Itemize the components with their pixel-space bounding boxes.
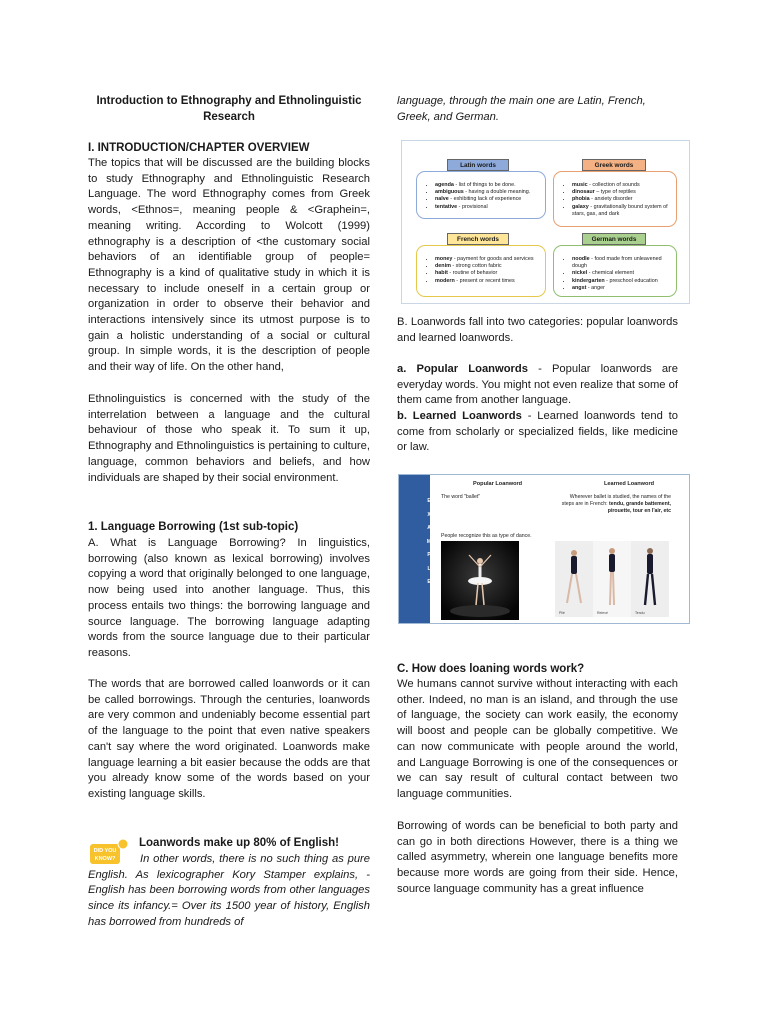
list-item: • dinosaur – type of reptiles bbox=[572, 189, 670, 196]
learned-loanwords-label: b. Learned Loanwords bbox=[397, 410, 522, 422]
list-item: • money - payment for goods and services bbox=[435, 256, 539, 263]
ballet-positions-photo bbox=[555, 541, 669, 617]
did-you-know-text: In other words, there is no such thing as pure English. As lexicographer Kory Stamper explains, - English has been borrowing words from other languages since its infancy.= Over its 1500 year of history, English has borrowed from hundreds of bbox=[88, 853, 370, 928]
example-letters: E X A M P L E bbox=[426, 498, 432, 585]
learned-example-text: Wherever ballet is studied, the names of the steps are in French: tendu, grande battement, pirouette, tour en l'air, etc bbox=[561, 494, 671, 514]
list-item: • kindergarten - preschool education bbox=[572, 278, 670, 285]
german-words-list bbox=[564, 256, 670, 292]
ballet-dancer-photo bbox=[441, 541, 519, 620]
greek-words-box bbox=[553, 171, 677, 227]
list-item: • phobia - anxiety disorder bbox=[572, 196, 670, 203]
subtopic-heading: 1. Language Borrowing (1st sub-topic) bbox=[88, 521, 299, 533]
popular-loanwords-paragraph bbox=[397, 362, 678, 409]
list-item: • angst - anger bbox=[572, 285, 670, 292]
list-item: • nickel - chemical element bbox=[572, 270, 670, 277]
badge-line-2: KNOW? bbox=[94, 856, 116, 862]
dancer-label: Plié bbox=[559, 611, 565, 615]
german-words-box bbox=[553, 245, 677, 297]
latin-words-label: Latin words bbox=[447, 159, 509, 171]
greek-words-label: Greek words bbox=[582, 159, 646, 171]
french-words-label: French words bbox=[447, 233, 509, 245]
intro-paragraph-2: Ethnolinguistics is concerned with the study of the interrelation between a language and the cultural behaviour of those who speak it. To sum it up, Ethnography and Ethnolinguistics is pertaining to culture, language, common behaviors and beliefs, and how individuals are shaped by their social environment. bbox=[88, 393, 370, 484]
german-words-label: German words bbox=[582, 233, 646, 245]
list-item: • agenda - list of things to be done. bbox=[435, 182, 539, 189]
section-c-heading: C. How does loaning words work? bbox=[397, 663, 585, 675]
list-item: • ambiguous - having a double meaning. bbox=[435, 189, 539, 196]
intro-paragraph-1: The topics that will be discussed are the building blocks to study Ethnography and Ethnolinguistic Research Language. The word Ethnography comes from Greek words, <Ethnos=, meaning people & <Graphein=, meaning writing. According to Wolcott (1999) ethnography is a description of <the customary social behaviors of an identifiable group of people= Ethnography is a kind of qualitative study in which it is necessary to include oneself in a certain group or organization in order to observe their behavior and interactions intensively since its utmost purpose is to gain a holistic understanding of a social or cultural group. In simple words, it is the description of people and their way of life. On the other hand, bbox=[88, 157, 370, 374]
greek-words-list bbox=[564, 182, 670, 218]
learned-loanwords-paragraph bbox=[397, 409, 678, 456]
subtopic-paragraph-1: A. What is Language Borrowing? In linguistics, borrowing (also known as lexical borrowing) involves copying a word that originally belonged to one language, now being used into another language. Thus, this process entails two things: the borrowing language and source language. The borrowing language adapting words from the source language due to their particular reasons. bbox=[88, 537, 370, 659]
list-item: • modern - present or recent times bbox=[435, 278, 539, 285]
learned-loanwords-text: - Learned loanwords tend to come from scholarly or specialized fields, like medicine or law. bbox=[397, 410, 678, 454]
learned-loanword-header: Learned Loanword bbox=[604, 481, 655, 487]
list-item: • naïve - exhibiting lack of experience bbox=[435, 196, 539, 203]
list-item: • denim - strong cotton fabric bbox=[435, 263, 539, 270]
loanwords-table-figure bbox=[401, 140, 690, 304]
list-item: • galaxy - gravitationally bound system of stars, gas, and dark bbox=[572, 204, 670, 218]
continuation-text: language, through the main one are Latin, French, Greek, and German. bbox=[397, 95, 646, 123]
categories-paragraph: B. Loanwords fall into two categories: popular loanwords and learned loanwords. bbox=[397, 316, 678, 344]
page-title: Introduction to Ethnography and Ethnolinguistic Research bbox=[96, 95, 362, 123]
list-item: • tentative - provisional bbox=[435, 204, 539, 211]
did-you-know-heading: Loanwords make up 80% of English! bbox=[139, 837, 340, 849]
list-item: • habit - routine of behavior bbox=[435, 270, 539, 277]
section-heading-intro: I. INTRODUCTION/CHAPTER OVERVIEW bbox=[88, 142, 310, 154]
section-c-paragraph-2: Borrowing of words can be beneficial to both party and can go in both directions However, there is a thing we called asymmetry, wherein one language benefits more because more words are going from their side. Hence, source language community has a great influence bbox=[397, 820, 678, 895]
dancer-label: Tendu bbox=[635, 611, 645, 615]
latin-words-box bbox=[416, 171, 546, 219]
ballet-example-figure bbox=[398, 474, 690, 624]
popular-loanwords-label: a. Popular Loanwords bbox=[397, 363, 528, 375]
popular-loanword-header: Popular Loanword bbox=[473, 481, 523, 487]
french-words-list bbox=[427, 256, 539, 285]
subtopic-paragraph-2: The words that are borrowed called loanwords or it can be called borrowings. Through the centuries, loanwords are very common and undeniably become essential part of the language to the point that even native speakers can't say where the word originated. Loanwords make language learning a bit easier because the odds are that you already know some of the words based on your existing language skills. bbox=[88, 678, 370, 800]
badge-line-1: DID YOU bbox=[93, 848, 117, 854]
section-c-paragraph-1: We humans cannot survive without interacting with each other. Indeed, no man is an island, and through the use of language, the society can work easily, the economy will boost and people can be globally competitive. We can now communicate with people around the world, and Language Borrowing is one of the consequences or we can say result of cultural contact between two language communities. bbox=[397, 678, 678, 800]
list-item: • music - collection of sounds bbox=[572, 182, 670, 189]
popular-example-text: The word "ballet" bbox=[441, 494, 481, 500]
latin-words-list bbox=[427, 182, 539, 211]
french-words-box bbox=[416, 245, 546, 297]
popular-caption: People recognize this as type of dance. bbox=[441, 533, 532, 539]
popular-loanwords-text: - Popular loanwords are everyday words. You might not even realize that some of them came from another language. bbox=[397, 363, 678, 407]
dancer-label: Relevé bbox=[597, 611, 608, 615]
list-item: • noodle - food made from unleavened dough bbox=[572, 256, 670, 270]
